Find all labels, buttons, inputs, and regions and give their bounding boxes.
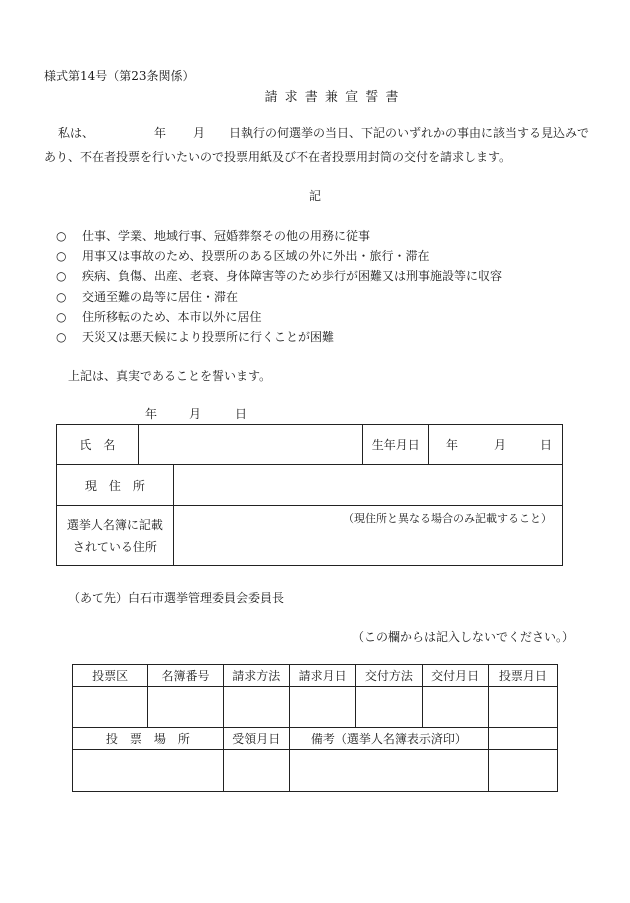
name-label: 氏 名 (57, 425, 139, 465)
header-delivery-date: 交付月日 (422, 665, 488, 687)
checkbox-circle-icon[interactable]: ○ (56, 269, 67, 284)
intro-month: 月 (193, 126, 206, 140)
intro-suffix: 日執行の何選挙の当日、下記のいずれかの事由に該当する見込みで (229, 126, 590, 140)
cell-remarks-extra[interactable] (488, 750, 557, 792)
checkbox-circle-icon[interactable]: ○ (56, 309, 67, 324)
header-delivery-method: 交付方法 (356, 665, 422, 687)
checkbox-circle-icon[interactable]: ○ (56, 289, 67, 304)
reason-text: 仕事、学業、地域行事、冠婚葬祭その他の用務に従事 (82, 229, 371, 243)
header-receipt-date: 受領月日 (223, 728, 289, 750)
pledge-date (145, 405, 247, 422)
office-use-table (72, 664, 558, 792)
list-item[interactable] (56, 246, 502, 266)
addressee: （あて先）白石市選挙管理委員会委員長 (68, 591, 285, 605)
header-request-method: 請求方法 (223, 665, 289, 687)
reason-text: 交通至難の島等に居住・滞在 (82, 289, 239, 304)
registered-address-label (57, 506, 174, 566)
list-item[interactable] (56, 226, 502, 246)
list-item[interactable] (56, 266, 502, 286)
date-year: 年 (145, 407, 158, 421)
list-item[interactable] (56, 307, 502, 327)
checkbox-circle-icon[interactable]: ○ (56, 329, 67, 344)
registered-label-line-2: されている住所 (72, 539, 157, 554)
header-voting-district: 投票区 (73, 665, 148, 687)
document-title: 請求書兼宣誓書 (264, 90, 406, 105)
cell-delivery-date[interactable] (422, 687, 488, 728)
applicant-table (56, 424, 563, 566)
cell-polling-place[interactable] (73, 750, 224, 792)
reason-text: 疾病、負傷、出産、老衰、身体障害等のため歩行が困難又は刑事施設等に収容 (82, 269, 503, 284)
intro-prefix: 私は、 (58, 126, 95, 140)
birth-year: 年 (445, 438, 458, 452)
cell-voting-district[interactable] (73, 687, 148, 728)
reason-text: 天災又は悪天候により投票所に行くことが困難 (82, 329, 335, 344)
header-register-number: 名簿番号 (148, 665, 223, 687)
checkbox-circle-icon[interactable]: ○ (56, 249, 67, 264)
intro-line-2: あり、不在者投票を行いたいので投票用紙及び不在者投票用封筒の交付を請求します。 (44, 150, 512, 164)
birth-date-field[interactable] (429, 425, 563, 465)
header-polling-place: 投 票 場 所 (73, 728, 224, 750)
cell-remarks[interactable] (289, 750, 488, 792)
birth-day: 日 (539, 438, 552, 452)
cell-request-date[interactable] (289, 687, 355, 728)
date-month: 月 (189, 407, 202, 421)
intro-line-1 (58, 124, 589, 141)
registered-note: （現住所と異なる場合のみ記載すること） (343, 512, 552, 525)
address-label: 現 住 所 (57, 465, 174, 506)
header-remarks-extra (488, 728, 557, 750)
name-field[interactable] (138, 425, 362, 465)
list-item[interactable] (56, 287, 502, 307)
checkbox-circle-icon[interactable]: ○ (56, 229, 67, 243)
cell-request-method[interactable] (223, 687, 289, 728)
ki-heading: 記 (308, 189, 321, 203)
registered-label-line-1: 選挙人名簿に記載 (66, 517, 163, 532)
address-field[interactable] (173, 465, 562, 506)
reason-list (56, 226, 502, 347)
registered-address-field[interactable] (173, 506, 562, 566)
cell-voting-date[interactable] (488, 687, 557, 728)
reason-text: 用事又は事故のため、投票所のある区域の外に外出・旅行・滞在 (82, 249, 430, 264)
no-entry-note: （この欄からは記入しないでください。） (352, 630, 575, 644)
cell-receipt-date[interactable] (223, 750, 289, 792)
header-request-date: 請求月日 (289, 665, 355, 687)
header-voting-date: 投票月日 (488, 665, 557, 687)
list-item[interactable] (56, 327, 502, 347)
form-number: 様式第14号（第23条関係） (44, 69, 195, 83)
cell-delivery-method[interactable] (356, 687, 422, 728)
birth-label: 生年月日 (363, 425, 429, 465)
cell-register-number[interactable] (148, 687, 223, 728)
birth-month: 月 (493, 438, 506, 452)
intro-year: 年 (154, 126, 167, 140)
reason-text: 住所移転のため、本市以外に居住 (82, 309, 262, 324)
header-remarks: 備考（選挙人名簿表示済印） (289, 728, 488, 750)
date-day: 日 (235, 407, 248, 421)
pledge-text: 上記は、真実であることを誓います。 (68, 369, 272, 383)
